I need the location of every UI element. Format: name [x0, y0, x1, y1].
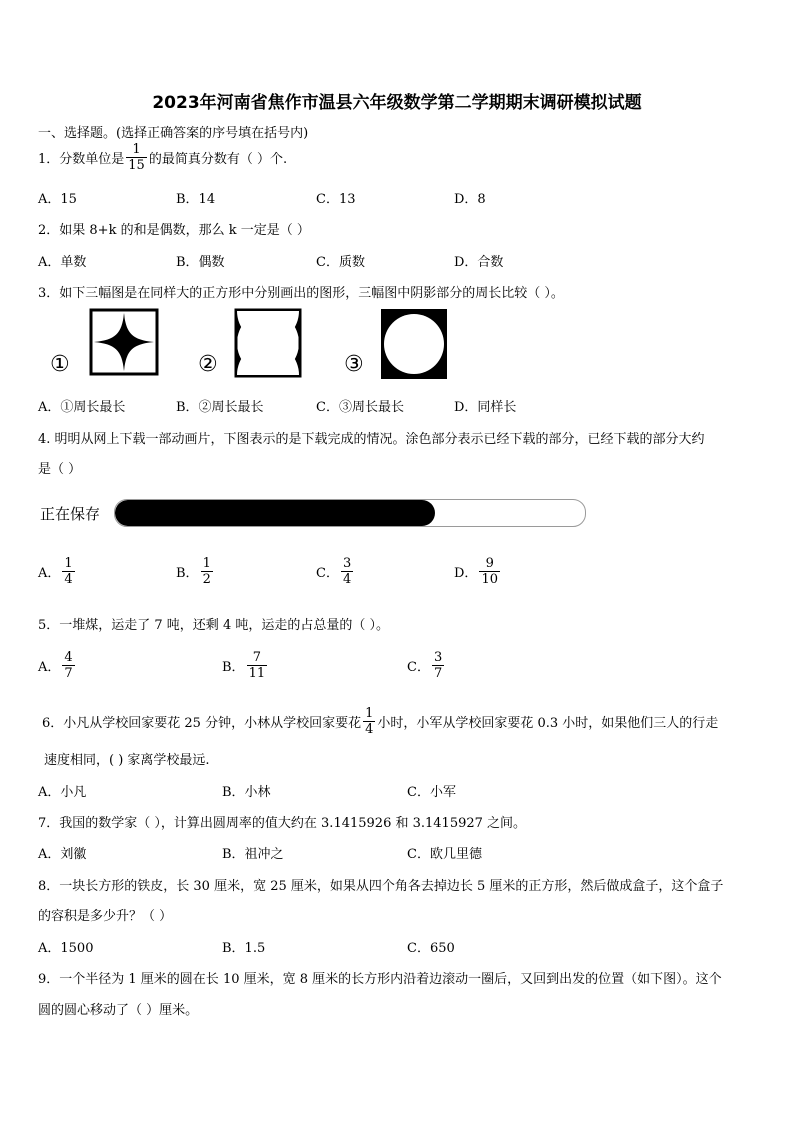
download-progress-fill [115, 500, 435, 526]
question-9-line-2: 圆的圆心移动了（ ）厘米。 [38, 1003, 199, 1018]
section-heading: 一、选择题。(选择正确答案的序号填在括号内) [38, 126, 309, 141]
q7-option-a[interactable]: A．刘徽 [38, 847, 87, 862]
q4-option-d[interactable]: D． $\frac{9}{10}$ [454, 556, 498, 587]
q7-option-c[interactable]: C．欧几里德 [407, 847, 482, 862]
figure-1-label: ① [50, 352, 70, 377]
question-8-line-2: 的容积是多少升？（ ） [38, 909, 173, 924]
q5-option-b[interactable]: B． $\frac{7}{11}$ [222, 650, 266, 681]
q5-option-c[interactable]: C． $\frac{3}{7}$ [407, 650, 443, 681]
q3-option-d[interactable]: D．同样长 [454, 400, 517, 415]
question-6-line-1: 6．小凡从学校回家要花 25 分钟，小林从学校回家要花 $\frac{1}{4}$ 小时，小军从学校回家要花 0.3 小时，如果他们三人的行走 [42, 706, 719, 737]
q1-text-pre: 1．分数单位是 [38, 152, 125, 167]
question-9-line-1: 9．一个半径为 1 厘米的圆在长 10 厘米，宽 8 厘米的长方形内沿着边滚动一圈后，又回到出发的位置（如下图）。这个 [38, 972, 722, 987]
q8-option-c[interactable]: C．650 [407, 941, 455, 956]
q2-option-d[interactable]: D．合数 [454, 255, 504, 270]
question-5: 5．一堆煤，运走了 7 吨，还剩 4 吨，运走的占总量的（ ）。 [38, 618, 389, 633]
question-2: 2．如果 8+k 的和是偶数，那么 k 一定是（ ） [38, 223, 310, 238]
question-3: 3．如下三幅图是在同样大的正方形中分别画出的图形，三幅图中阴影部分的周长比较（ ）。 [38, 286, 564, 301]
q1-option-b[interactable]: B．14 [176, 192, 216, 207]
figure-2-label: ② [198, 352, 218, 377]
question-6-line-2: 速度相同，( ) 家离学校最远. [44, 753, 210, 768]
q1-fraction: $\frac{1}{15}$ [128, 142, 145, 173]
page-title: 2023年河南省焦作市温县六年级数学第二学期期末调研模拟试题 [152, 93, 642, 113]
q8-option-b[interactable]: B．1.5 [222, 941, 266, 956]
q3-option-b[interactable]: B．②周长最长 [176, 400, 264, 415]
q4-option-b[interactable]: B． $\frac{1}{2}$ [176, 556, 211, 587]
question-1 [38, 142, 287, 173]
q2-option-c[interactable]: C．质数 [316, 255, 365, 270]
q4-option-c[interactable]: C． $\frac{3}{4}$ [316, 556, 352, 587]
q6-option-c[interactable]: C．小军 [407, 785, 456, 800]
q3-option-c[interactable]: C．③周长最长 [316, 400, 404, 415]
q6-option-b[interactable]: B．小林 [222, 785, 271, 800]
question-7: 7．我国的数学家（ ），计算出圆周率的值大约在 3.1415926 和 3.1415927 之间。 [38, 816, 527, 831]
download-progress-bar [114, 499, 586, 527]
q7-option-b[interactable]: B．祖冲之 [222, 847, 284, 862]
download-status-label: 正在保存 [40, 505, 101, 523]
figure-1-star-square [89, 308, 159, 376]
q2-option-b[interactable]: B．偶数 [176, 255, 225, 270]
question-4-line-1: 4. 明明从网上下载一部动画片，下图表示的是下载完成的情况。涂色部分表示已经下载的部分，已经下载的部分大约 [38, 432, 705, 447]
figure-2-semicircles-square [234, 308, 302, 378]
q2-option-a[interactable]: A．单数 [38, 255, 87, 270]
q4-option-a[interactable]: A． $\frac{1}{4}$ [38, 556, 73, 587]
q6-fraction: $\frac{1}{4}$ [365, 706, 374, 737]
q6-option-a[interactable]: A．小凡 [38, 785, 87, 800]
q1-option-a[interactable]: A．15 [38, 192, 77, 207]
q1-text-post: 的最简真分数有（ ）个. [148, 152, 288, 167]
question-8-line-1: 8．一块长方形的铁皮，长 30 厘米，宽 25 厘米，如果从四个角各去掉边长 5 厘米的正方形，然后做成盒子，这个盒子 [38, 879, 724, 894]
figure-3-circle-square [380, 308, 448, 380]
q5-option-a[interactable]: A． $\frac{4}{7}$ [38, 650, 73, 681]
question-4-line-2: 是（ ） [38, 462, 82, 477]
q3-option-a[interactable]: A．①周长最长 [38, 400, 126, 415]
q1-option-c[interactable]: C．13 [316, 192, 356, 207]
figure-3-label: ③ [344, 352, 364, 377]
q1-option-d[interactable]: D．8 [454, 192, 486, 207]
q8-option-a[interactable]: A．1500 [38, 941, 94, 956]
